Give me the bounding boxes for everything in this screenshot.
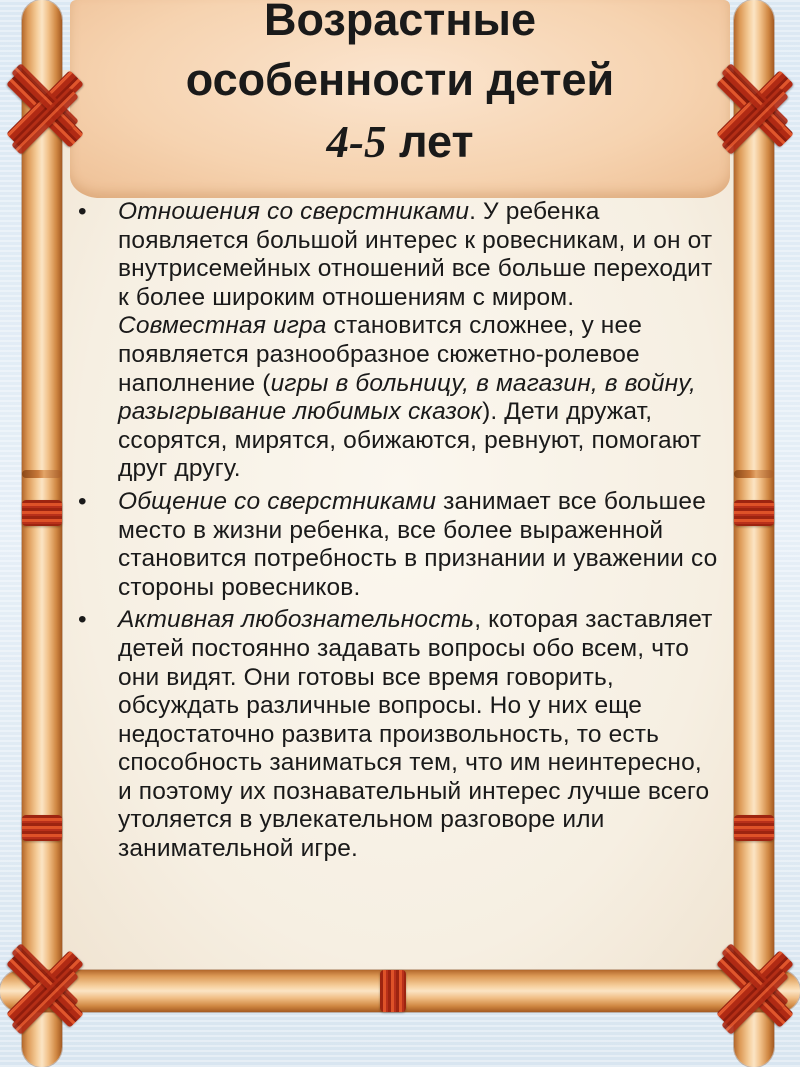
body-text: становится сложнее, у нее появляется разнообразное сюжетно-ролевое наполнение ( xyxy=(118,312,643,397)
bullet-marker: • xyxy=(78,487,87,515)
bullet-marker: • xyxy=(78,198,87,225)
body-text: . У ребенка появляется большой интерес к ровесникам, и он от внутрисемейных отношений все больше переходит к более широким отношениям с миром. xyxy=(118,198,713,311)
ribbon-ring xyxy=(734,500,774,526)
body-text: ). Дети дружат, ссорятся, мирятся, обижаются, ревнуют, помогают друг другу. xyxy=(118,398,702,483)
list-item xyxy=(78,606,718,863)
ribbon-tie xyxy=(716,950,794,1028)
title-age-range: 4-5 xyxy=(326,117,387,167)
emphasized-text: Общение со сверстниками xyxy=(118,487,437,515)
title-line-2: особенности детей xyxy=(185,54,615,105)
title-line-3 xyxy=(70,112,730,172)
ribbon-ring xyxy=(734,815,774,841)
bullet-marker: • xyxy=(78,606,87,634)
ribbon-tie xyxy=(716,70,794,148)
left-bamboo-pole xyxy=(22,0,62,1067)
right-bamboo-pole xyxy=(734,0,774,1067)
list-item xyxy=(78,488,718,602)
body-text: , которая заставляет детей постоянно задавать вопросы обо всем, что они видят. Они готовы все время говорить, обсуждать различные вопросы. Но у них еще недостаточно развита произвольность, то есть способность заниматься тем, что им неинтересно, и поэтому их познавательный интерес лучше всего утоляется в увлекательном разговоре или занимательной игре. xyxy=(118,606,713,863)
ribbon-ring xyxy=(22,815,62,841)
emphasized-text: Активная любознательность xyxy=(118,606,475,634)
bamboo-node xyxy=(734,470,774,478)
body-text: занимает все большее место в жизни ребенка, все более выраженной становится потребность в признании и уважении со стороны ровесников. xyxy=(118,487,718,601)
emphasized-text: Совместная игра xyxy=(118,312,327,340)
emphasized-text: Отношения со сверстниками xyxy=(118,198,470,225)
ribbon-tie xyxy=(6,950,84,1028)
ribbon-tie xyxy=(6,70,84,148)
slide-body xyxy=(78,198,718,868)
bamboo-node xyxy=(22,470,62,478)
slide-title xyxy=(70,0,730,172)
list-item xyxy=(78,198,718,484)
title-years-word: лет xyxy=(399,116,474,167)
emphasized-text: игры в больницу, в магазин, в войну, разыгрывание любимых сказок xyxy=(118,369,696,426)
title-line-1: Возрастные xyxy=(264,0,536,45)
ribbon-ring xyxy=(380,970,406,1012)
bullet-list xyxy=(78,198,718,864)
ribbon-ring xyxy=(22,500,62,526)
